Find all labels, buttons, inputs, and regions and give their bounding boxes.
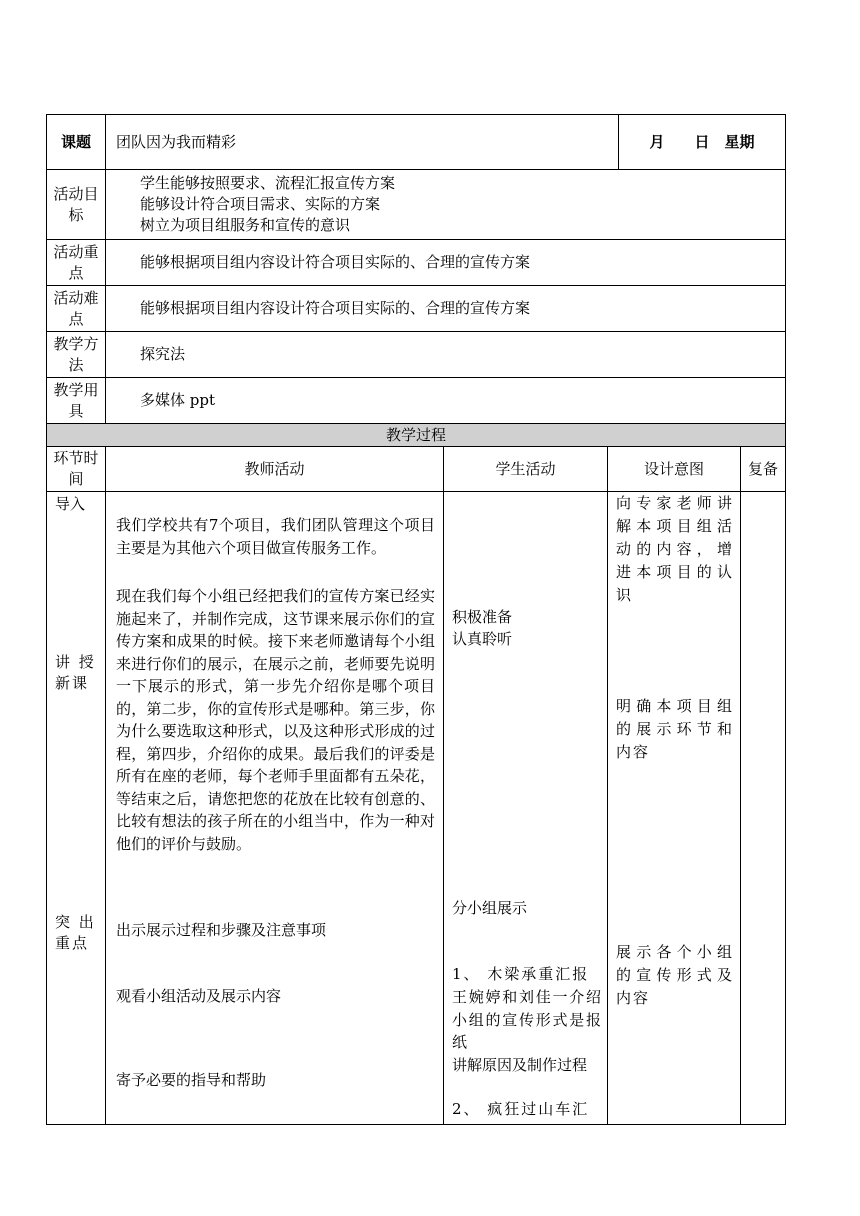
goal-label: 活动目标 bbox=[47, 170, 106, 240]
tools-value: 多媒体 ppt bbox=[106, 378, 786, 424]
goal-content bbox=[106, 170, 786, 240]
teacher-step-3: 寄予必要的指导和帮助 bbox=[116, 1071, 267, 1089]
design-cell bbox=[608, 492, 741, 1125]
date-label: 月 日 星期 bbox=[619, 115, 786, 170]
topic-row bbox=[47, 115, 786, 170]
design-intent-3: 展示各个小组的宣传形式及内容 bbox=[616, 943, 734, 1007]
teacher-intro-text: 我们学校共有7个项目，我们团队管理这个项目主要是为其他六个项目做宣传服务工作。 bbox=[116, 516, 435, 557]
student-group-show: 分小组展示 bbox=[452, 899, 528, 917]
goal-line: 学生能够按照要求、流程汇报宣传方案 bbox=[140, 174, 396, 192]
method-value: 探究法 bbox=[106, 332, 786, 378]
teacher-step-2: 观看小组活动及展示内容 bbox=[116, 987, 282, 1005]
topic-value: 团队因为我而精彩 bbox=[106, 115, 619, 170]
tools-row bbox=[47, 378, 786, 424]
student-item-1-detail: 王婉婷和刘佳一介绍小组的宣传形式是报纸 bbox=[452, 988, 601, 1051]
key-point-row bbox=[47, 240, 786, 286]
stage-intro: 导入 bbox=[55, 495, 86, 513]
student-prepare: 积极准备 bbox=[452, 608, 513, 626]
process-title: 教学过程 bbox=[47, 424, 786, 447]
teacher-cell bbox=[106, 492, 444, 1125]
student-listen: 认真聆听 bbox=[452, 630, 513, 648]
difficulty-value: 能够根据项目组内容设计符合项目实际的、合理的宣传方案 bbox=[106, 286, 786, 332]
teacher-header: 教师活动 bbox=[106, 447, 444, 492]
lesson-plan-table bbox=[46, 114, 786, 1125]
student-item-1-process: 讲解原因及制作过程 bbox=[452, 1056, 588, 1074]
review-cell bbox=[741, 492, 786, 1125]
teacher-step-1: 出示展示过程和步骤及注意事项 bbox=[116, 921, 327, 939]
key-point-label: 活动重点 bbox=[47, 240, 106, 286]
method-label: 教学方法 bbox=[47, 332, 106, 378]
goal-line: 能够设计符合项目需求、实际的方案 bbox=[140, 195, 381, 213]
goal-row bbox=[47, 170, 786, 240]
design-intent-1: 向专家老师讲解本项目组活动的内容，增进本项目的认识 bbox=[616, 494, 734, 604]
difficulty-label: 活动难点 bbox=[47, 286, 106, 332]
stage-header: 环节时间 bbox=[47, 447, 106, 492]
design-header: 设计意图 bbox=[608, 447, 741, 492]
stage-new: 讲 授新课 bbox=[55, 653, 96, 692]
student-item-1: 1、 木梁承重汇报 bbox=[452, 965, 590, 983]
process-band bbox=[47, 424, 786, 447]
stage-cell bbox=[47, 492, 106, 1125]
student-item-2: 2、 疯狂过山车汇 bbox=[452, 1100, 590, 1118]
tools-label: 教学用具 bbox=[47, 378, 106, 424]
topic-label: 课题 bbox=[47, 115, 106, 170]
teacher-main-text: 现在我们每个小组已经把我们的宣传方案已经实施起来了，并制作完成，这节课来展示你们的宣传方案和成果的时候。接下来老师邀请每个小组来进行你们的展示，在展示之前，老师要先说明一下展示的形式，第一步先介绍你是哪个项目的，第二步，你的宣传形式是哪种。第三步，你为什么要选取这种形式，以及这种形式形成的过程，第四步，介绍你的成果。最后我们的评委是所有在座的老师，每个老师手里面都有五朵花，等结束之后，请您把您的花放在比较有创意的、比较有想法的孩子所在的小组当中，作为一种对他们的评价与鼓励。 bbox=[116, 587, 435, 853]
stage-focus: 突 出重点 bbox=[55, 913, 96, 952]
difficulty-row bbox=[47, 286, 786, 332]
method-row bbox=[47, 332, 786, 378]
review-header: 复备 bbox=[741, 447, 786, 492]
process-header-row bbox=[47, 447, 786, 492]
goal-line: 树立为项目组服务和宣传的意识 bbox=[140, 216, 351, 234]
key-point-value: 能够根据项目组内容设计符合项目实际的、合理的宣传方案 bbox=[106, 240, 786, 286]
student-cell bbox=[444, 492, 608, 1125]
student-header: 学生活动 bbox=[444, 447, 608, 492]
design-intent-2: 明确本项目组的展示环节和内容 bbox=[616, 697, 734, 761]
process-body-row bbox=[47, 492, 786, 1125]
